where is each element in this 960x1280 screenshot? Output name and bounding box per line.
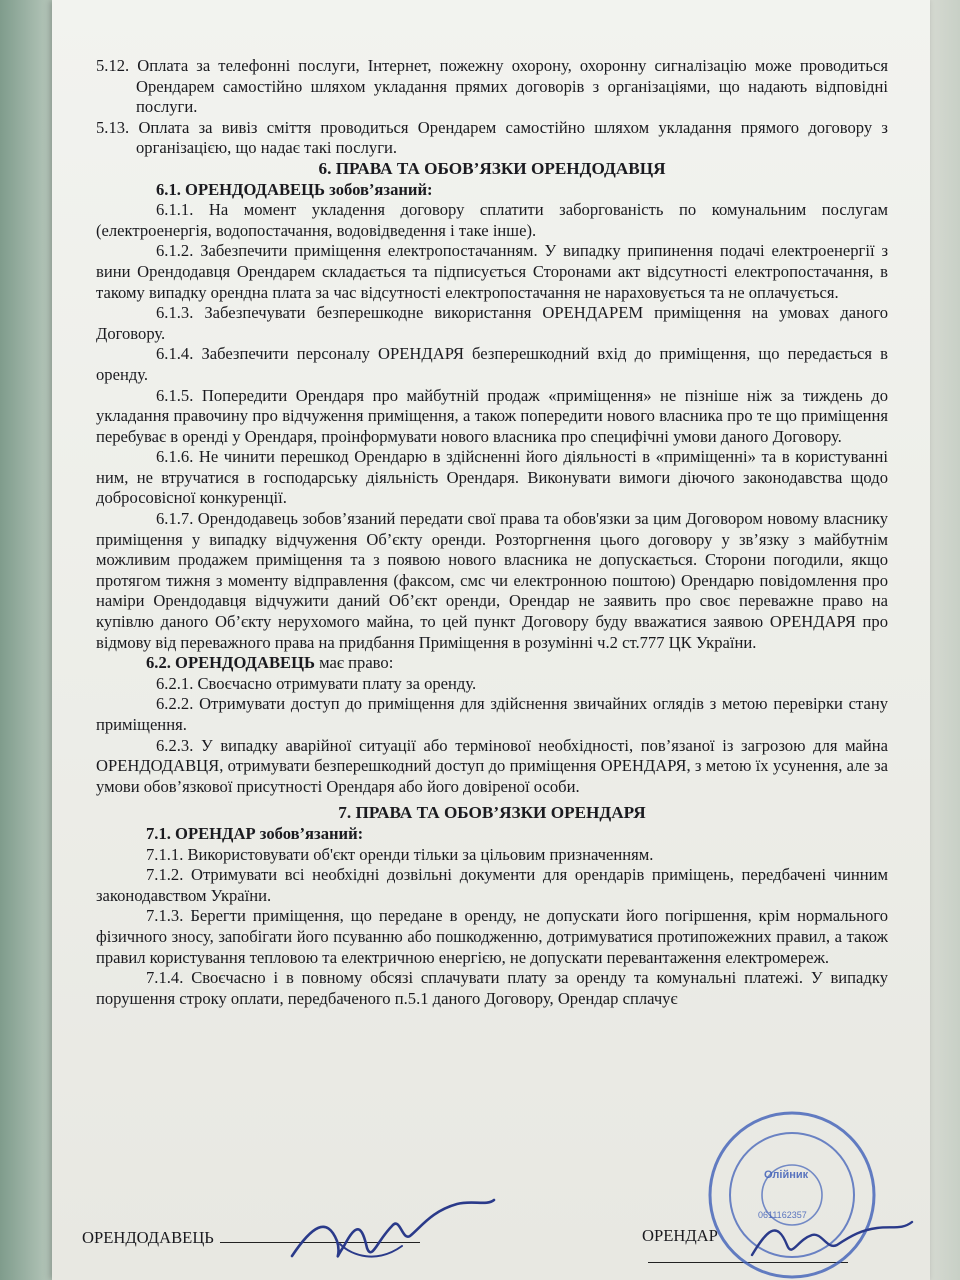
clause-6-1-3: 6.1.3. Забезпечувати безперешкодне використання ОРЕНДАРЕМ приміщення на умовах даного Договору.: [96, 303, 888, 343]
subsection-7-1-heading: [96, 824, 888, 845]
subsection-6-2-heading-rest: має право:: [314, 653, 394, 673]
clause-6-2-2: 6.2.2. Отримувати доступ до приміщення для здійснення звичайних оглядів з метою перевірки стану приміщення.: [96, 694, 888, 734]
subsection-6-1-heading-bold: 6.1. ОРЕНДОДАВЕЦЬ: [156, 179, 325, 199]
clause-6-2-3: 6.2.3. У випадку аварійної ситуації або термінової необхідності, пов’язаної із загрозою для майна ОРЕНДОДАВЦЯ, отримувати безперешкодний доступ до приміщення ОРЕНДАРЯ, з метою їх усунення, але за умови обов’язкової присутності Орендаря або його довіреної особи.: [96, 735, 888, 796]
stamp-code: 0611162357: [758, 1210, 807, 1220]
subsection-6-2-heading: [96, 653, 888, 674]
clause-7-1-2: 7.1.2. Отримувати всі необхідні дозвільні документи для орендарів приміщень, передбачені чинним законодавством України.: [96, 865, 888, 905]
section-7-title: 7. ПРАВА ТА ОБОВ’ЯЗКИ ОРЕНДАРЯ: [338, 803, 646, 823]
section-6-title: 6. ПРАВА ТА ОБОВ’ЯЗКИ ОРЕНДОДАВЦЯ: [318, 158, 666, 178]
clause-5-12: 5.12. Оплата за телефонні послуги, Інтернет, пожежну охорону, охоронну сигналізацію може проводиться Орендарем самостійно шляхом укладання прямих договорів з організаціями, що надають відповідні послуги.: [96, 56, 888, 117]
lessee-label: ОРЕНДАР: [642, 1226, 718, 1245]
document-body: [96, 56, 888, 1009]
clause-5-13: 5.13. Оплата за вивіз сміття проводиться Орендарем самостійно шляхом укладання прямого договору з організацією, що надає такі послуги.: [96, 117, 888, 158]
document-page: [52, 0, 930, 1280]
lessor-label: ОРЕНДОДАВЕЦЬ: [82, 1228, 214, 1247]
clause-7-1-1: 7.1.1. Використовувати об'єкт оренди тільки за цільовим призначенням.: [146, 844, 654, 864]
clause-6-1-4: 6.1.4. Забезпечити персоналу ОРЕНДАРЯ безперешкодний вхід до приміщення, що передається в оренду.: [96, 344, 888, 384]
clause-6-1-2: 6.1.2. Забезпечити приміщення електропостачанням. У випадку припинення подачі електроенергії з вини Орендодавця Орендарем складається та підписується Сторонами акт відсутності електропостачання, в такому випадку орендна плата за час відсутності електропостачання не нараховується та не оплачується.: [96, 241, 888, 302]
clause-6-1-6: 6.1.6. Не чинити перешкод Орендарю в здійсненні його діяльності в «приміщенні» та в користуванні ним, не втручатися в господарську діяльність Орендаря. Виконувати вимоги діючого законодавства щодо добросовісної конкуренції.: [96, 447, 888, 508]
clause-6-1-1: 6.1.1. На момент укладення договору сплатити заборгованість по комунальним послугам (електроенергія, водопостачання, водовідведення і таке інше).: [96, 200, 888, 240]
lessor-line: [220, 1226, 420, 1243]
clause-7-1-4: 7.1.4. Своєчасно і в повному обсязі сплачувати плату за оренду та комунальні платежі. У випадку порушення строку оплати, передбаченого п.5.1 даного Договору, Орендар сплачує: [96, 968, 888, 1008]
subsection-7-1-heading-bold: 7.1. ОРЕНДАР: [146, 823, 256, 843]
clause-6-1-5: 6.1.5. Попередити Орендаря про майбутній продаж «приміщення» не пізніше ніж за тиждень до укладання правочину про відчуження приміщення, а також попередити нового власника про те що приміщення перебуває в оренді у Орендаря, проінформувати нового власника про специфічні умови даного Договору.: [96, 385, 888, 446]
signature-block: [82, 1226, 902, 1266]
clause-6-1-7: 6.1.7. Орендодавець зобов’язаний передати свої права та обов'язки за цим Договором новому власнику приміщення у випадку відчуження Об’єкту оренди. Розторгнення цього договору у зв’язку з майбутнім можливим продажем приміщення та з появою нового власника не допускається. Сторони погодили, якщо протягом тижня з моменту відправлення (факсом, смс чи електронною поштою) Орендарю повідомлення про наміри Орендодавця відчужити даний Об’єкт оренди, Орендар не заявить про своє переважне право на купівлю даного Об’єкту нерухомого майна, то цей пункт Договору буду вважатися заявою ОРЕНДАРЯ про відмову від переважного права на придбання Приміщення в розумінні ч.2 ст.777 ЦК України.: [96, 509, 888, 652]
lessee-signature-line: [642, 1226, 902, 1268]
subsection-6-1-heading: [96, 180, 888, 201]
clause-7-1-3: 7.1.3. Берегти приміщення, що передане в оренду, не допускати його погіршення, крім нормального фізичного зносу, запобігати його псуванню або пошкодженню, дотримуватися протипожежних правил, а також правил користування тепловою та електричною енергією, не допускати перевантаження електромереж.: [96, 906, 888, 967]
clause-6-2-1: 6.2.1. Своєчасно отримувати плату за оренду.: [156, 673, 477, 693]
lessor-signature-line: [82, 1226, 420, 1248]
lessee-line: [648, 1246, 848, 1263]
stamp-name: Олійник: [764, 1169, 809, 1181]
subsection-6-1-heading-rest: зобов’язаний:: [324, 179, 433, 199]
subsection-6-2-heading-bold: 6.2. ОРЕНДОДАВЕЦЬ: [146, 653, 315, 673]
subsection-7-1-heading-rest: зобов’язаний:: [255, 823, 364, 843]
